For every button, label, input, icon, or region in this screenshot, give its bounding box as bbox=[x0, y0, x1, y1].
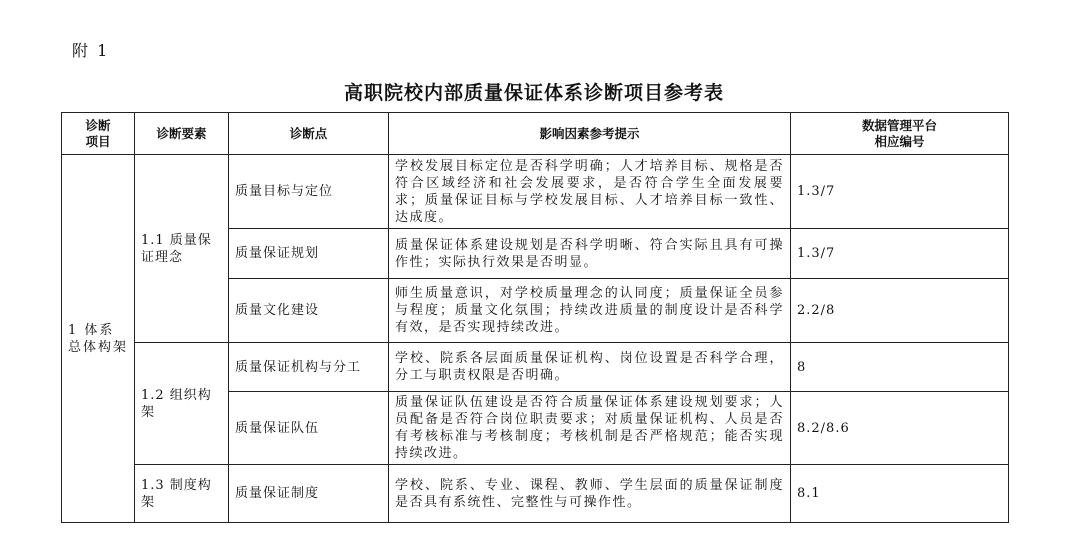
header-project-line1: 诊断 bbox=[85, 117, 111, 133]
page-title: 高职院校内部质量保证体系诊断项目参考表 bbox=[343, 82, 724, 104]
point-cell: 质量保证机构与分工 bbox=[229, 343, 389, 392]
point-cell: 质量保证队伍 bbox=[229, 392, 389, 465]
hint-cell: 质量保证体系建设规划是否科学明晰、符合实际且具有可操作性；实际执行效果是否明显。 bbox=[389, 229, 791, 279]
appendix-label: 附 1 bbox=[72, 41, 110, 60]
table-row bbox=[62, 155, 1009, 229]
element-cell: 1.2 组织构架 bbox=[135, 343, 229, 465]
header-project bbox=[62, 113, 135, 155]
hint-cell: 学校、院系各层面质量保证机构、岗位设置是否科学合理，分工与职责权限是否明确。 bbox=[389, 343, 791, 392]
header-point: 诊断点 bbox=[229, 113, 389, 155]
point-cell: 质量保证规划 bbox=[229, 229, 389, 279]
header-code-line2: 相应编号 bbox=[874, 133, 925, 149]
code-cell: 2.2/8 bbox=[791, 279, 1009, 343]
code-cell: 8 bbox=[791, 343, 1009, 392]
header-code bbox=[791, 113, 1009, 155]
header-code-line1: 数据管理平台 bbox=[861, 117, 937, 133]
header-hint: 影响因素参考提示 bbox=[389, 113, 791, 155]
code-cell: 1.3/7 bbox=[791, 229, 1009, 279]
code-cell: 1.3/7 bbox=[791, 155, 1009, 229]
diagnosis-table bbox=[61, 112, 1009, 523]
table-row bbox=[62, 465, 1009, 523]
hint-cell: 学校、院系、专业、课程、教师、学生层面的质量保证制度是否具有系统性、完整性与可操作性。 bbox=[389, 465, 791, 523]
header-element: 诊断要素 bbox=[135, 113, 229, 155]
point-cell: 质量文化建设 bbox=[229, 279, 389, 343]
header-project-line2: 项目 bbox=[85, 133, 111, 149]
code-cell: 8.1 bbox=[791, 465, 1009, 523]
table-header-row bbox=[62, 113, 1009, 155]
element-cell: 1.3 制度构架 bbox=[135, 465, 229, 523]
hint-cell: 学校发展目标定位是否科学明确；人才培养目标、规格是否符合区域经济和社会发展要求，是否符合学生全面发展要求；质量保证目标与学校发展目标、人才培养目标一致性、达成度。 bbox=[389, 155, 791, 229]
hint-cell: 师生质量意识，对学校质量理念的认同度；质量保证全员参与程度；质量文化氛围；持续改进质量的制度设计是否科学有效，是否实现持续改进。 bbox=[389, 279, 791, 343]
point-cell: 质量目标与定位 bbox=[229, 155, 389, 229]
hint-cell: 质量保证队伍建设是否符合质量保证体系建设规划要求；人员配备是否符合岗位职责要求；对质量保证机构、人员是否有考核标准与考核制度；考核机制是否严格规范；能否实现持续改进。 bbox=[389, 392, 791, 465]
element-cell: 1.1 质量保证理念 bbox=[135, 155, 229, 343]
point-cell: 质量保证制度 bbox=[229, 465, 389, 523]
code-cell: 8.2/8.6 bbox=[791, 392, 1009, 465]
project-cell: 1 体系总体构架 bbox=[62, 155, 135, 523]
table-row bbox=[62, 343, 1009, 392]
